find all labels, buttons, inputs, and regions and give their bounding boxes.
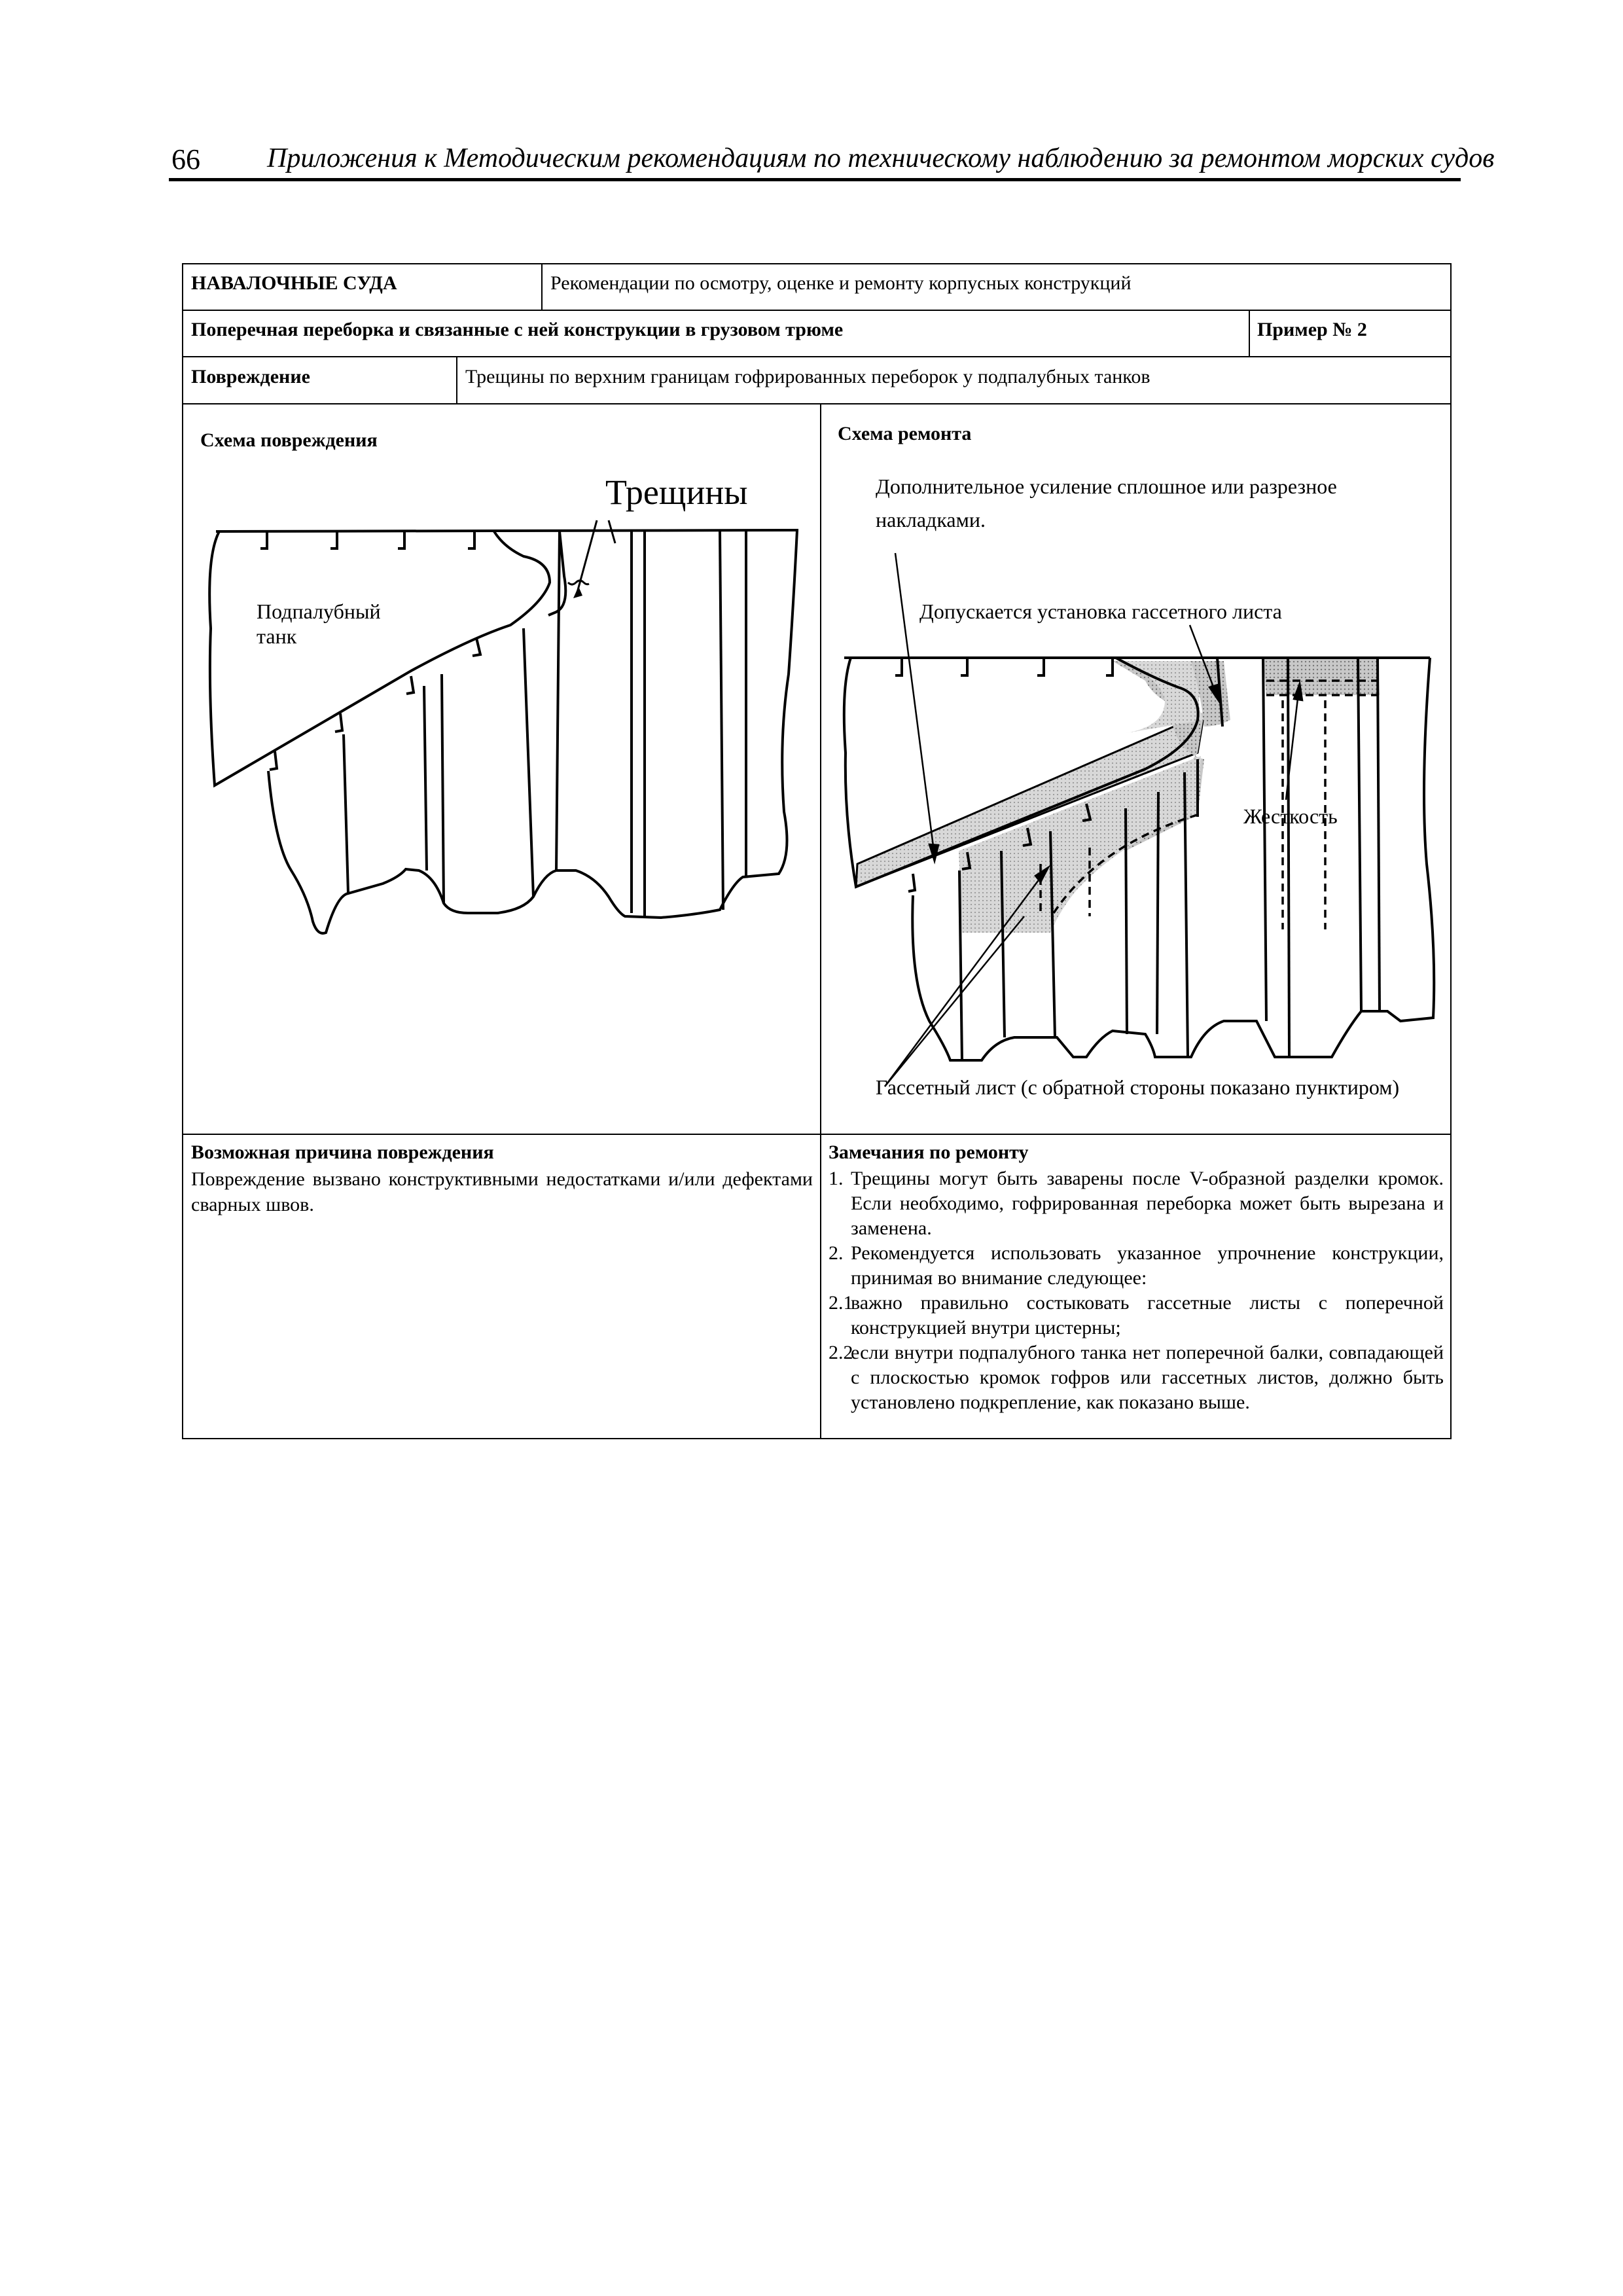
damage-diagram (190, 458, 815, 962)
remarks-title: Замечания по ремонту (829, 1141, 1029, 1163)
repair-diagram (825, 458, 1450, 1106)
row-divider (182, 1134, 1452, 1135)
gusset-sheet-label: Гассетный лист (с обратной стороны показано пунктиром) (876, 1075, 1400, 1099)
stiffener-label: Жесткость (1243, 804, 1338, 828)
row-divider (182, 356, 1452, 357)
repair-scheme-title: Схема ремонта (838, 423, 972, 444)
gusset-allowed-text: Допускается установка гассетного листа (919, 600, 1282, 623)
col-divider (1249, 310, 1250, 357)
header-rule (169, 178, 1461, 181)
list-item: 1. Трещины могут быть заварены после V-образной разделки кромок. Если необходимо, гофрированная переборка может быть вырезана и заменена. (829, 1168, 1444, 1239)
ship-type: НАВАЛОЧНЫЕ СУДА (191, 272, 397, 294)
tank-label-line1: Подпалубный (257, 600, 381, 623)
row-divider (182, 310, 1452, 311)
damage-scheme-title: Схема повреждения (200, 429, 378, 451)
cracks-label: Трещины (605, 473, 748, 512)
list-item: 2.1 важно правильно состыковать гассетные листы с поперечной конструкцией внутри цистерны; (829, 1292, 1444, 1338)
reinforcement-text-line1: Дополнительное усиление сплошное или разрезное (876, 475, 1337, 498)
page-number: 66 (171, 143, 200, 175)
remarks-list (829, 1166, 1444, 1415)
damage-description: Трещины по верхним границам гофрированных переборок у подпалубных танков (465, 366, 1150, 387)
reinforcement-text-line2: накладками. (876, 508, 986, 531)
tank-label-line2: танк (257, 624, 297, 648)
running-title: Приложения к Методическим рекомендациям по техническому наблюдению за ремонтом морских судов (267, 143, 1495, 173)
row-divider (182, 403, 1452, 404)
example-number: Пример № 2 (1257, 319, 1367, 340)
list-item: 2. Рекомендуется использовать указанное упрочнение конструкции, принимая во внимание следующее: (829, 1242, 1444, 1289)
cause-text: Повреждение вызвано конструктивными недостатками и/или дефектами сварных швов. (191, 1168, 813, 1215)
damage-label: Повреждение (191, 366, 310, 387)
col-divider (456, 356, 457, 404)
col-divider (820, 403, 821, 1439)
col-divider (541, 263, 543, 310)
structure-title: Поперечная переборка и связанные с ней конструкции в грузовом трюме (191, 319, 844, 340)
cause-title: Возможная причина повреждения (191, 1141, 494, 1163)
recommendations-title: Рекомендации по осмотру, оценке и ремонту корпусных конструкций (550, 272, 1132, 294)
list-item: 2.2 если внутри подпалубного танка нет поперечной балки, совпадающей с плоскостью кромок гофров или гассетных листов, должно быть установлено подкрепление, как показано выше. (829, 1342, 1444, 1413)
